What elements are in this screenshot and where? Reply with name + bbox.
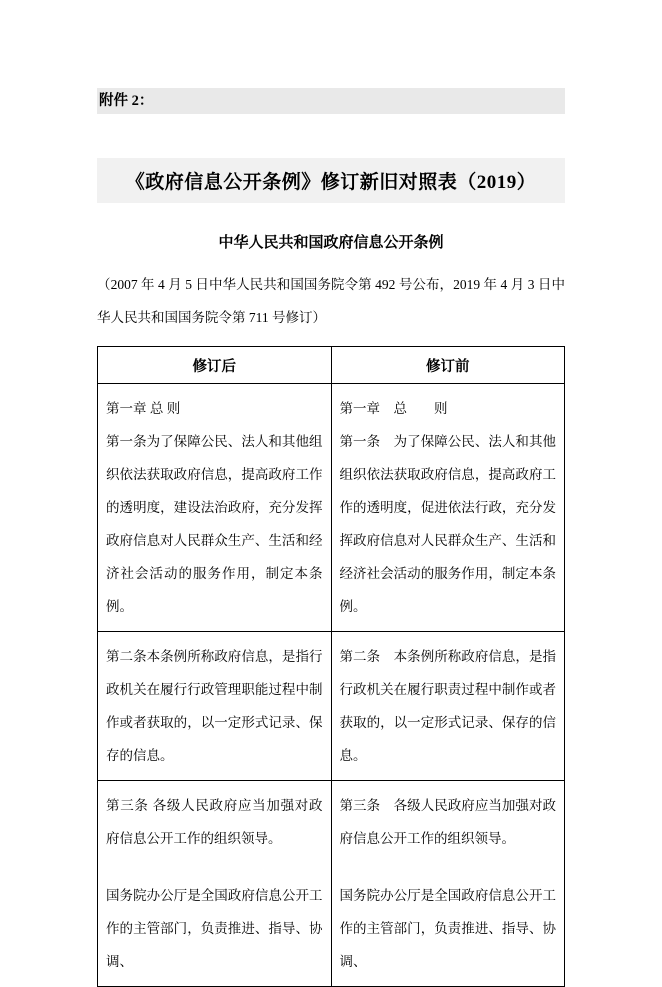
page-title: 《政府信息公开条例》修订新旧对照表（2019）: [97, 158, 565, 203]
column-header-original: 修订前: [331, 347, 565, 384]
clause-paragraph: 第二条 本条例所称政府信息，是指行政机关在履行职责过程中制作或者获取的，以一定形式记录、保存的信息。: [339, 649, 556, 763]
chapter-heading: 第一章 总 则: [339, 401, 448, 416]
table-header-row: [98, 347, 565, 384]
clause-paragraph: 国务院办公厅是全国政府信息公开工作的主管部门，负责推进、指导、协调、: [339, 888, 556, 969]
cell-original-article3: [331, 781, 565, 987]
promulgation-note: （2007 年 4 月 5 日中华人民共和国国务院令第 492 号公布，2019 年 4 月 3 日中华人民共和国国务院令第 711 号修订）: [97, 277, 565, 325]
clause-paragraph: 第一条为了保障公民、法人和其他组织依法获取政府信息，提高政府工作的透明度，建设法治政府，充分发挥政府信息对人民群众生产、生活和经济社会活动的服务作用，制定本条例。: [106, 434, 323, 614]
table-row: [98, 384, 565, 632]
clause-paragraph: 第一条 为了保障公民、法人和其他组织依法获取政府信息，提高政府工作的透明度，促进依法行政，充分发挥政府信息对人民群众生产、生活和经济社会活动的服务作用，制定本条例。: [339, 434, 556, 614]
cell-revised-chapter1: [98, 384, 332, 632]
cell-original-article2: [331, 632, 565, 781]
cell-revised-article2: [98, 632, 332, 781]
chapter-heading: 第一章 总 则: [106, 401, 181, 416]
clause-paragraph: 国务院办公厅是全国政府信息公开工作的主管部门，负责推进、指导、协调、: [106, 888, 323, 969]
column-header-revised: 修订后: [98, 347, 332, 384]
table-row: [98, 632, 565, 781]
attachment-band: [97, 88, 565, 114]
clause-paragraph: 第二条本条例所称政府信息，是指行政机关在履行行政管理职能过程中制作或者获取的，以一定形式记录、保存的信息。: [106, 649, 323, 763]
table-row: [98, 781, 565, 987]
document-subtitle: 中华人民共和国政府信息公开条例: [218, 235, 444, 251]
cell-revised-article3: [98, 781, 332, 987]
clause-paragraph: 第三条 各级人民政府应当加强对政府信息公开工作的组织领导。: [339, 798, 556, 846]
attachment-label: 附件 2：: [99, 93, 154, 109]
clause-paragraph: 第三条 各级人民政府应当加强对政府信息公开工作的组织领导。: [106, 798, 323, 846]
cell-original-chapter1: [331, 384, 565, 632]
comparison-table: [97, 346, 565, 987]
